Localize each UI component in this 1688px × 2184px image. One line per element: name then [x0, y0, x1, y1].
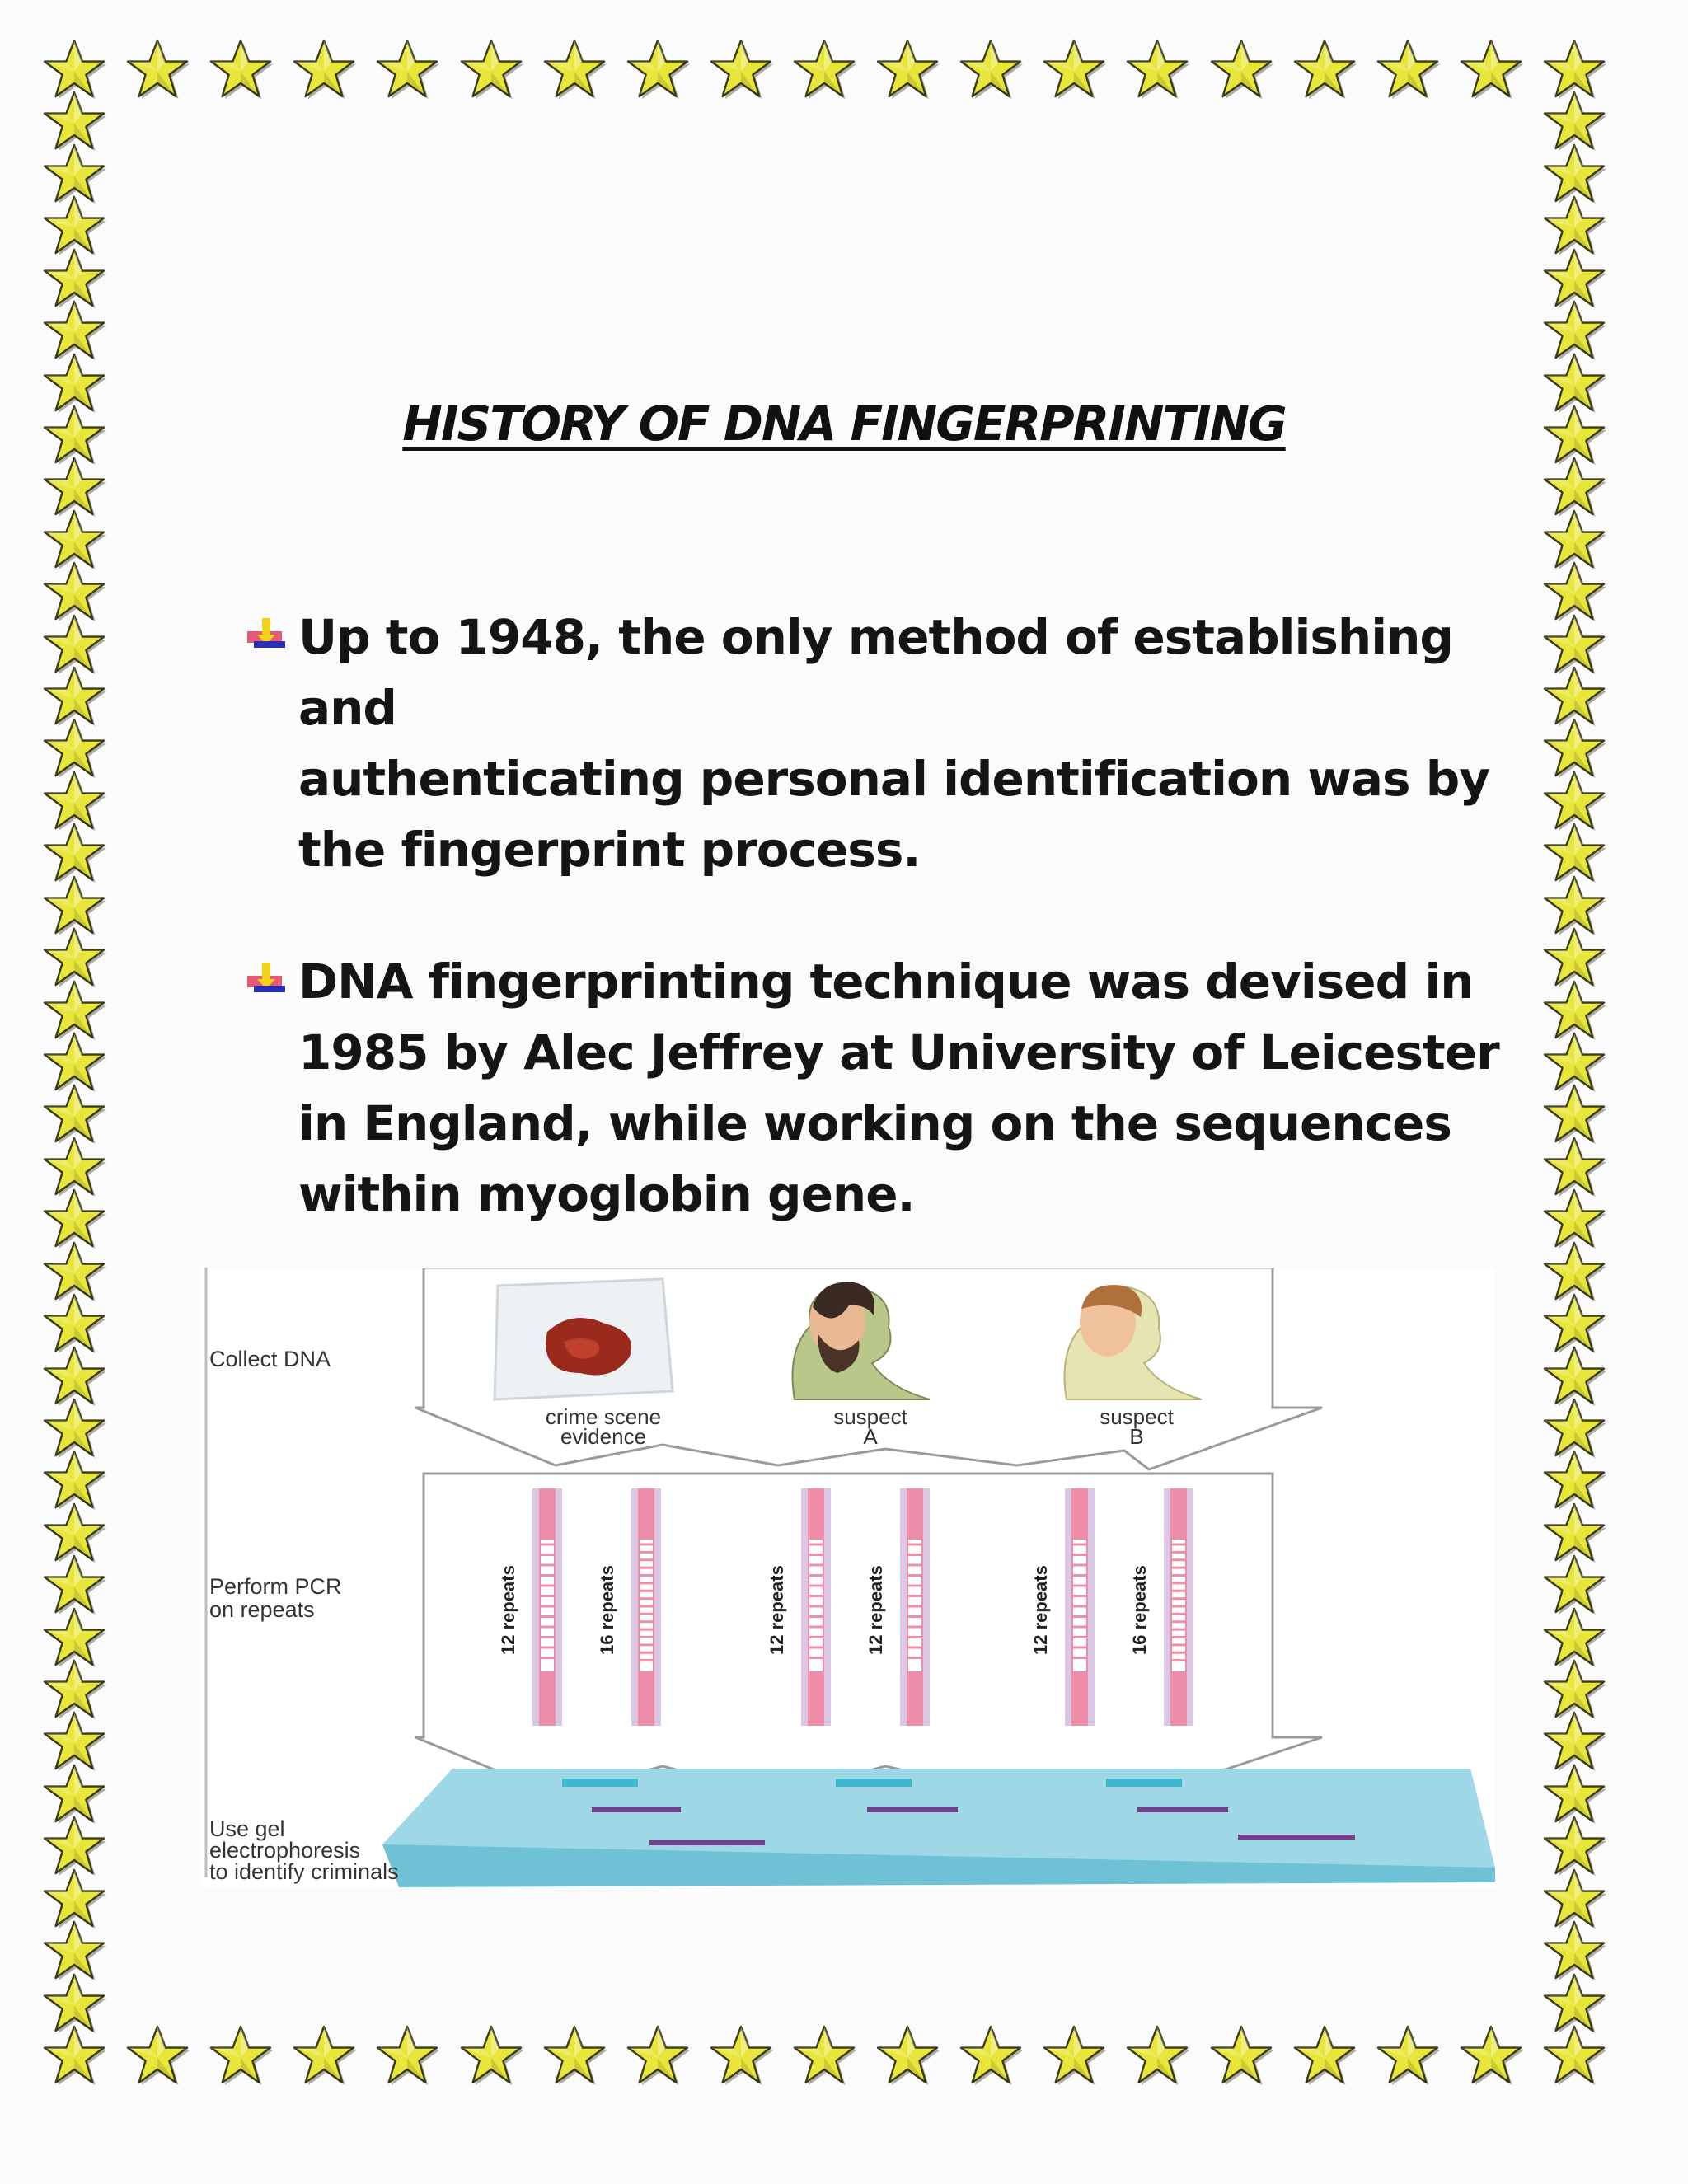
bullet-arrow-icon — [247, 963, 298, 999]
sample-label: A — [863, 1424, 878, 1449]
sample-label: suspect — [1100, 1404, 1174, 1429]
star-icon — [41, 1971, 107, 2037]
pcr-tube — [1065, 1488, 1095, 1726]
pcr-tube — [532, 1488, 562, 1726]
star-icon — [458, 2023, 524, 2089]
evidence-bag-icon — [495, 1279, 673, 1399]
step-label: Use gel — [209, 1816, 285, 1841]
bullet-arrow-icon — [247, 618, 298, 654]
star-icon — [1124, 37, 1190, 103]
star-icon — [1541, 1971, 1607, 2037]
star-icon — [1292, 37, 1357, 103]
star-icon — [625, 2023, 691, 2089]
repeat-label: 12 repeats — [767, 1565, 787, 1655]
star-icon — [1041, 2023, 1107, 2089]
pcr-tube — [900, 1488, 930, 1726]
pcr-tube — [801, 1488, 831, 1726]
star-icon — [708, 2023, 774, 2089]
star-icon — [1458, 37, 1524, 103]
star-icon — [1375, 37, 1441, 103]
star-icon — [1041, 37, 1107, 103]
sample-label: B — [1129, 1424, 1144, 1449]
star-icon — [874, 2023, 940, 2089]
bullet-text: DNA fingerprinting technique was devised in 1985 by Alec Jeffrey at University of Leicester in England, while working on the sequences within myoglobin gene. — [298, 954, 1499, 1222]
dna-fingerprinting-diagram — [201, 1268, 1495, 1887]
repeat-label: 12 repeats — [1030, 1565, 1051, 1655]
star-icon — [208, 37, 274, 103]
star-icon — [291, 2023, 357, 2089]
star-icon — [1124, 2023, 1190, 2089]
star-icon — [958, 37, 1024, 103]
repeat-label: 16 repeats — [597, 1565, 617, 1655]
star-icon — [874, 37, 940, 103]
star-icon — [458, 37, 524, 103]
bullet-text: Up to 1948, the only method of establishing and authenticating personal identification was by the fingerprint process. — [298, 609, 1490, 878]
sample-label: crime scene — [545, 1404, 662, 1429]
step-label: on repeats — [209, 1597, 315, 1622]
sample-label: suspect — [833, 1404, 907, 1429]
star-icon — [542, 37, 607, 103]
gel-slab — [382, 1769, 1495, 1887]
sample-label: evidence — [560, 1424, 647, 1449]
star-icon — [124, 2023, 190, 2089]
star-icon — [958, 2023, 1024, 2089]
repeat-label: 16 repeats — [1129, 1565, 1150, 1655]
bullet-item — [247, 602, 1533, 885]
star-icon — [1458, 2023, 1524, 2089]
pcr-tube — [631, 1488, 661, 1726]
star-icon — [374, 2023, 440, 2089]
star-icon — [374, 37, 440, 103]
star-icon — [625, 37, 691, 103]
star-icon — [1292, 2023, 1357, 2089]
bullet-item — [247, 946, 1533, 1230]
step-label: to identify criminals — [209, 1859, 399, 1884]
star-icon — [791, 2023, 857, 2089]
star-icon — [1375, 2023, 1441, 2089]
star-icon — [124, 37, 190, 103]
star-icon — [291, 37, 357, 103]
repeat-label: 12 repeats — [865, 1565, 886, 1655]
page-title: HISTORY OF DNA FINGERPRINTING — [402, 396, 1286, 452]
pcr-tube — [1164, 1488, 1193, 1726]
star-icon — [1208, 37, 1274, 103]
star-icon — [542, 2023, 607, 2089]
star-icon — [791, 37, 857, 103]
star-icon — [708, 37, 774, 103]
repeat-label: 12 repeats — [498, 1565, 518, 1655]
step-label: Collect DNA — [209, 1347, 331, 1371]
star-icon — [1208, 2023, 1274, 2089]
step-label: Perform PCR — [209, 1574, 342, 1599]
star-icon — [208, 2023, 274, 2089]
step-label: electrophoresis — [209, 1838, 361, 1863]
